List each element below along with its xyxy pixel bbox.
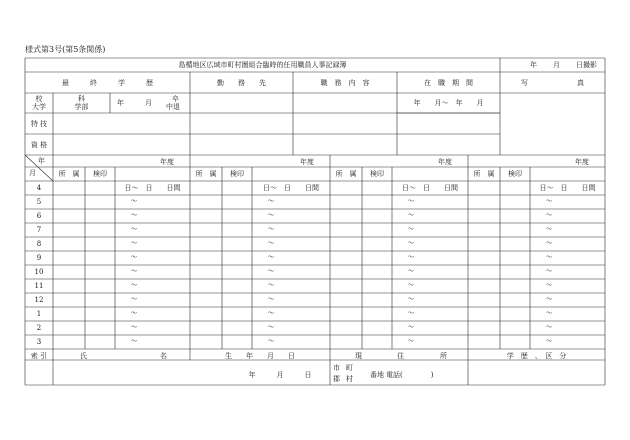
tilde-mark: 〜 bbox=[267, 211, 275, 219]
phone-label: 電話( ) bbox=[386, 371, 434, 379]
photo-month: 月 bbox=[553, 61, 560, 69]
month-label: 7 bbox=[36, 226, 42, 234]
tilde-mark: 〜 bbox=[407, 239, 415, 247]
house-number-label: 番地 bbox=[370, 371, 384, 379]
town-label: 町 bbox=[346, 364, 353, 372]
address-label-3: 所 bbox=[440, 352, 447, 360]
tilde-mark: 〜 bbox=[407, 309, 415, 317]
month-label: 10 bbox=[34, 268, 44, 276]
village-label: 村 bbox=[346, 375, 353, 383]
tilde-mark: 〜 bbox=[267, 253, 275, 261]
index-label: 索 引 bbox=[30, 352, 48, 360]
tilde-mark: 〜 bbox=[545, 337, 553, 345]
edu-university: 大学 bbox=[32, 103, 46, 111]
form-number: 様式第3号(第5条関係) bbox=[25, 45, 106, 54]
tilde-mark: 〜 bbox=[545, 239, 553, 247]
edu-tenure-range: 年 月〜 年 月 bbox=[413, 99, 484, 107]
county-label: 郡 bbox=[333, 375, 340, 383]
birth-label: 生 年 月 日 bbox=[225, 352, 295, 360]
tilde-mark: 〜 bbox=[407, 225, 415, 233]
tilde-mark: 〜 bbox=[267, 225, 275, 233]
form-title: 島楯地区広域市町村圏組合臨時的任用職員人事記録簿 bbox=[178, 61, 347, 69]
month-label: 11 bbox=[34, 282, 44, 290]
tilde-mark: 〜 bbox=[545, 197, 553, 205]
tilde-mark: 〜 bbox=[267, 197, 275, 205]
tilde-mark: 〜 bbox=[130, 239, 138, 247]
education-class-label: 学 歴 、 区 分 bbox=[506, 352, 567, 360]
tilde-mark: 〜 bbox=[130, 323, 138, 331]
edu-month: 月 bbox=[145, 99, 152, 107]
day-range: 日〜 日 日間 bbox=[402, 184, 458, 192]
photo-day: 日撮影 bbox=[576, 61, 597, 69]
tilde-mark: 〜 bbox=[407, 323, 415, 331]
tilde-mark: 〜 bbox=[130, 225, 138, 233]
qualifications-label: 資 格 bbox=[30, 141, 48, 149]
tilde-mark: 〜 bbox=[130, 309, 138, 317]
dept-column-head: 所 属 bbox=[473, 170, 495, 178]
day-range: 日〜 日 日間 bbox=[263, 184, 319, 192]
header-education: 最 終 学 歴 bbox=[62, 79, 153, 87]
tilde-mark: 〜 bbox=[267, 281, 275, 289]
edu-year: 年 bbox=[117, 99, 124, 107]
tilde-mark: 〜 bbox=[545, 281, 553, 289]
tilde-mark: 〜 bbox=[130, 281, 138, 289]
tilde-mark: 〜 bbox=[407, 267, 415, 275]
month-label: 12 bbox=[34, 296, 44, 304]
tilde-mark: 〜 bbox=[267, 239, 275, 247]
tilde-mark: 〜 bbox=[407, 253, 415, 261]
dept-column-head: 所 属 bbox=[195, 170, 217, 178]
month-label: 2 bbox=[36, 324, 42, 332]
tilde-mark: 〜 bbox=[267, 323, 275, 331]
tilde-mark: 〜 bbox=[130, 253, 138, 261]
tilde-mark: 〜 bbox=[130, 197, 138, 205]
dept-column-head: 所 属 bbox=[335, 170, 357, 178]
tilde-mark: 〜 bbox=[267, 309, 275, 317]
header-workplace: 勤 務 先 bbox=[217, 79, 266, 87]
day-range: 日〜 日 日間 bbox=[124, 184, 181, 192]
month-label: 8 bbox=[36, 240, 42, 248]
address-label-2: 住 bbox=[397, 352, 404, 360]
month-label: 6 bbox=[36, 212, 42, 220]
edu-faculty: 科 bbox=[78, 95, 85, 103]
month-label: 9 bbox=[36, 254, 42, 262]
tilde-mark: 〜 bbox=[407, 281, 415, 289]
tilde-mark: 〜 bbox=[407, 337, 415, 345]
fiscal-year-label: 年度 bbox=[300, 158, 314, 166]
fiscal-year-label: 年度 bbox=[438, 158, 452, 166]
edu-department: 学部 bbox=[74, 103, 89, 111]
edu-graduated: 卒 bbox=[172, 95, 179, 103]
header-duties: 職 務 内 容 bbox=[320, 79, 370, 87]
day-range: 日〜 日 日間 bbox=[539, 184, 596, 192]
photo-year: 年 bbox=[530, 61, 537, 69]
tilde-mark: 〜 bbox=[407, 211, 415, 219]
address-label-1: 現 bbox=[355, 352, 362, 360]
tilde-mark: 〜 bbox=[267, 295, 275, 303]
month-label: 5 bbox=[36, 198, 42, 206]
stamp-column-head: 検印 bbox=[230, 170, 244, 178]
tilde-mark: 〜 bbox=[545, 309, 553, 317]
name-label-1: 氏 bbox=[80, 352, 87, 360]
edu-school: 校 bbox=[35, 95, 43, 103]
name-label-2: 名 bbox=[160, 352, 167, 360]
tilde-mark: 〜 bbox=[130, 267, 138, 275]
stamp-column-head: 検印 bbox=[93, 170, 107, 178]
tilde-mark: 〜 bbox=[130, 295, 138, 303]
tilde-mark: 〜 bbox=[130, 337, 138, 345]
tilde-mark: 〜 bbox=[545, 225, 553, 233]
header-tenure: 在 職 期 間 bbox=[424, 79, 473, 87]
edu-dropout: 中退 bbox=[166, 103, 180, 111]
month-label: 3 bbox=[36, 338, 42, 346]
tilde-mark: 〜 bbox=[545, 323, 553, 331]
tilde-mark: 〜 bbox=[545, 211, 553, 219]
stamp-column-head: 検印 bbox=[508, 170, 522, 178]
tilde-mark: 〜 bbox=[407, 295, 415, 303]
tilde-mark: 〜 bbox=[267, 267, 275, 275]
tilde-mark: 〜 bbox=[545, 253, 553, 261]
month-label: 4 bbox=[36, 184, 42, 192]
month-label: 1 bbox=[36, 310, 42, 318]
stamp-column-head: 検印 bbox=[370, 170, 384, 178]
tilde-mark: 〜 bbox=[545, 295, 553, 303]
corner-month: 月 bbox=[29, 169, 36, 177]
dept-column-head: 所 属 bbox=[58, 170, 80, 178]
fiscal-year-label: 年度 bbox=[575, 158, 589, 166]
tilde-mark: 〜 bbox=[130, 211, 138, 219]
fiscal-year-label: 年度 bbox=[160, 158, 174, 166]
special-skills-label: 特 技 bbox=[30, 120, 48, 128]
city-label: 市 bbox=[333, 364, 340, 372]
header-photo: 写 真 bbox=[521, 79, 584, 87]
tilde-mark: 〜 bbox=[267, 337, 275, 345]
corner-year: 年 bbox=[38, 157, 45, 165]
footer-date: 年 月 日 bbox=[248, 371, 312, 379]
tilde-mark: 〜 bbox=[545, 267, 553, 275]
tilde-mark: 〜 bbox=[407, 197, 415, 205]
